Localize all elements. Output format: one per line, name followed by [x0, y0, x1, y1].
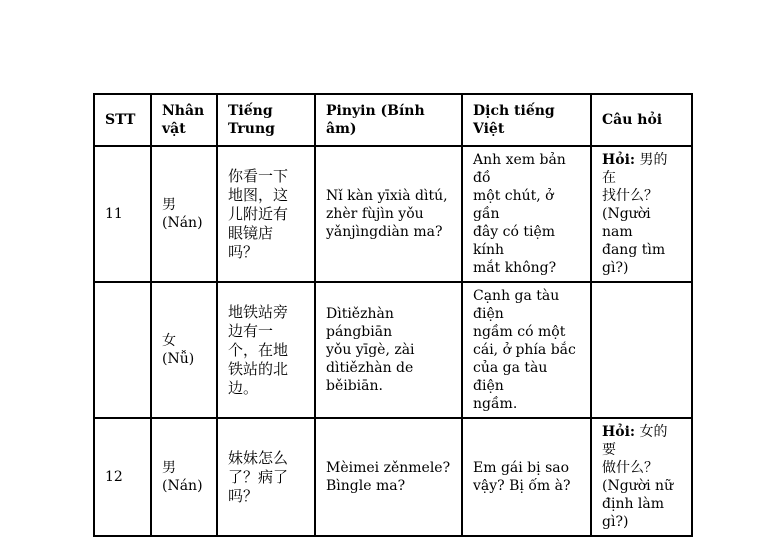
- cell-question: Hỏi: 女的要 做什么？ (Người nữ định làm gì?): [591, 418, 692, 536]
- cell-pinyin: Dìtiězhàn pángbiān yǒu yīgè, zài dìtiězhàn de běibiān.: [315, 282, 462, 418]
- table-row: [94, 418, 692, 536]
- cell-chinese: 你看一下 地图，这 儿附近有 眼镜店 吗？: [217, 146, 315, 282]
- cell-pinyin: Mèimei zěnmele? Bìngle ma?: [315, 418, 462, 536]
- table-row: [94, 146, 692, 282]
- cell-chinese: 地铁站旁 边有一 个，在地 铁站的北 边。: [217, 282, 315, 418]
- cell-pinyin: Nǐ kàn yīxià dìtú, zhèr fùjìn yǒu yǎnjìngdiàn ma?: [315, 146, 462, 282]
- cell-vietnamese: Em gái bị sao vậy? Bị ốm à?: [462, 418, 591, 536]
- header-cau-hoi: Câu hỏi: [591, 94, 692, 146]
- cell-question: Hỏi: 男的在 找什么？ (Người nam đang tìm gì?): [591, 146, 692, 282]
- cell-stt: [94, 282, 151, 418]
- cell-character: 女 (Nǚ): [151, 282, 217, 418]
- header-pinyin: Pinyin (Bính âm): [315, 94, 462, 146]
- table-row: [94, 282, 692, 418]
- cell-vietnamese: Anh xem bản đồ một chút, ở gần đây có tiệm kính mắt không?: [462, 146, 591, 282]
- cell-character: 男 (Nán): [151, 418, 217, 536]
- cell-character: 男 (Nán): [151, 146, 217, 282]
- cell-stt: 11: [94, 146, 151, 282]
- header-stt: STT: [94, 94, 151, 146]
- header-dich: Dịch tiếng Việt: [462, 94, 591, 146]
- cell-vietnamese: Cạnh ga tàu điện ngầm có một cái, ở phía bắc của ga tàu điện ngầm.: [462, 282, 591, 418]
- header-nhan-vat: Nhân vật: [151, 94, 217, 146]
- cell-chinese: 妹妹怎么 了？病了 吗？: [217, 418, 315, 536]
- vocabulary-table: [93, 93, 693, 537]
- header-row: [94, 94, 692, 146]
- cell-stt: 12: [94, 418, 151, 536]
- header-tieng-trung: Tiếng Trung: [217, 94, 315, 146]
- cell-question: [591, 282, 692, 418]
